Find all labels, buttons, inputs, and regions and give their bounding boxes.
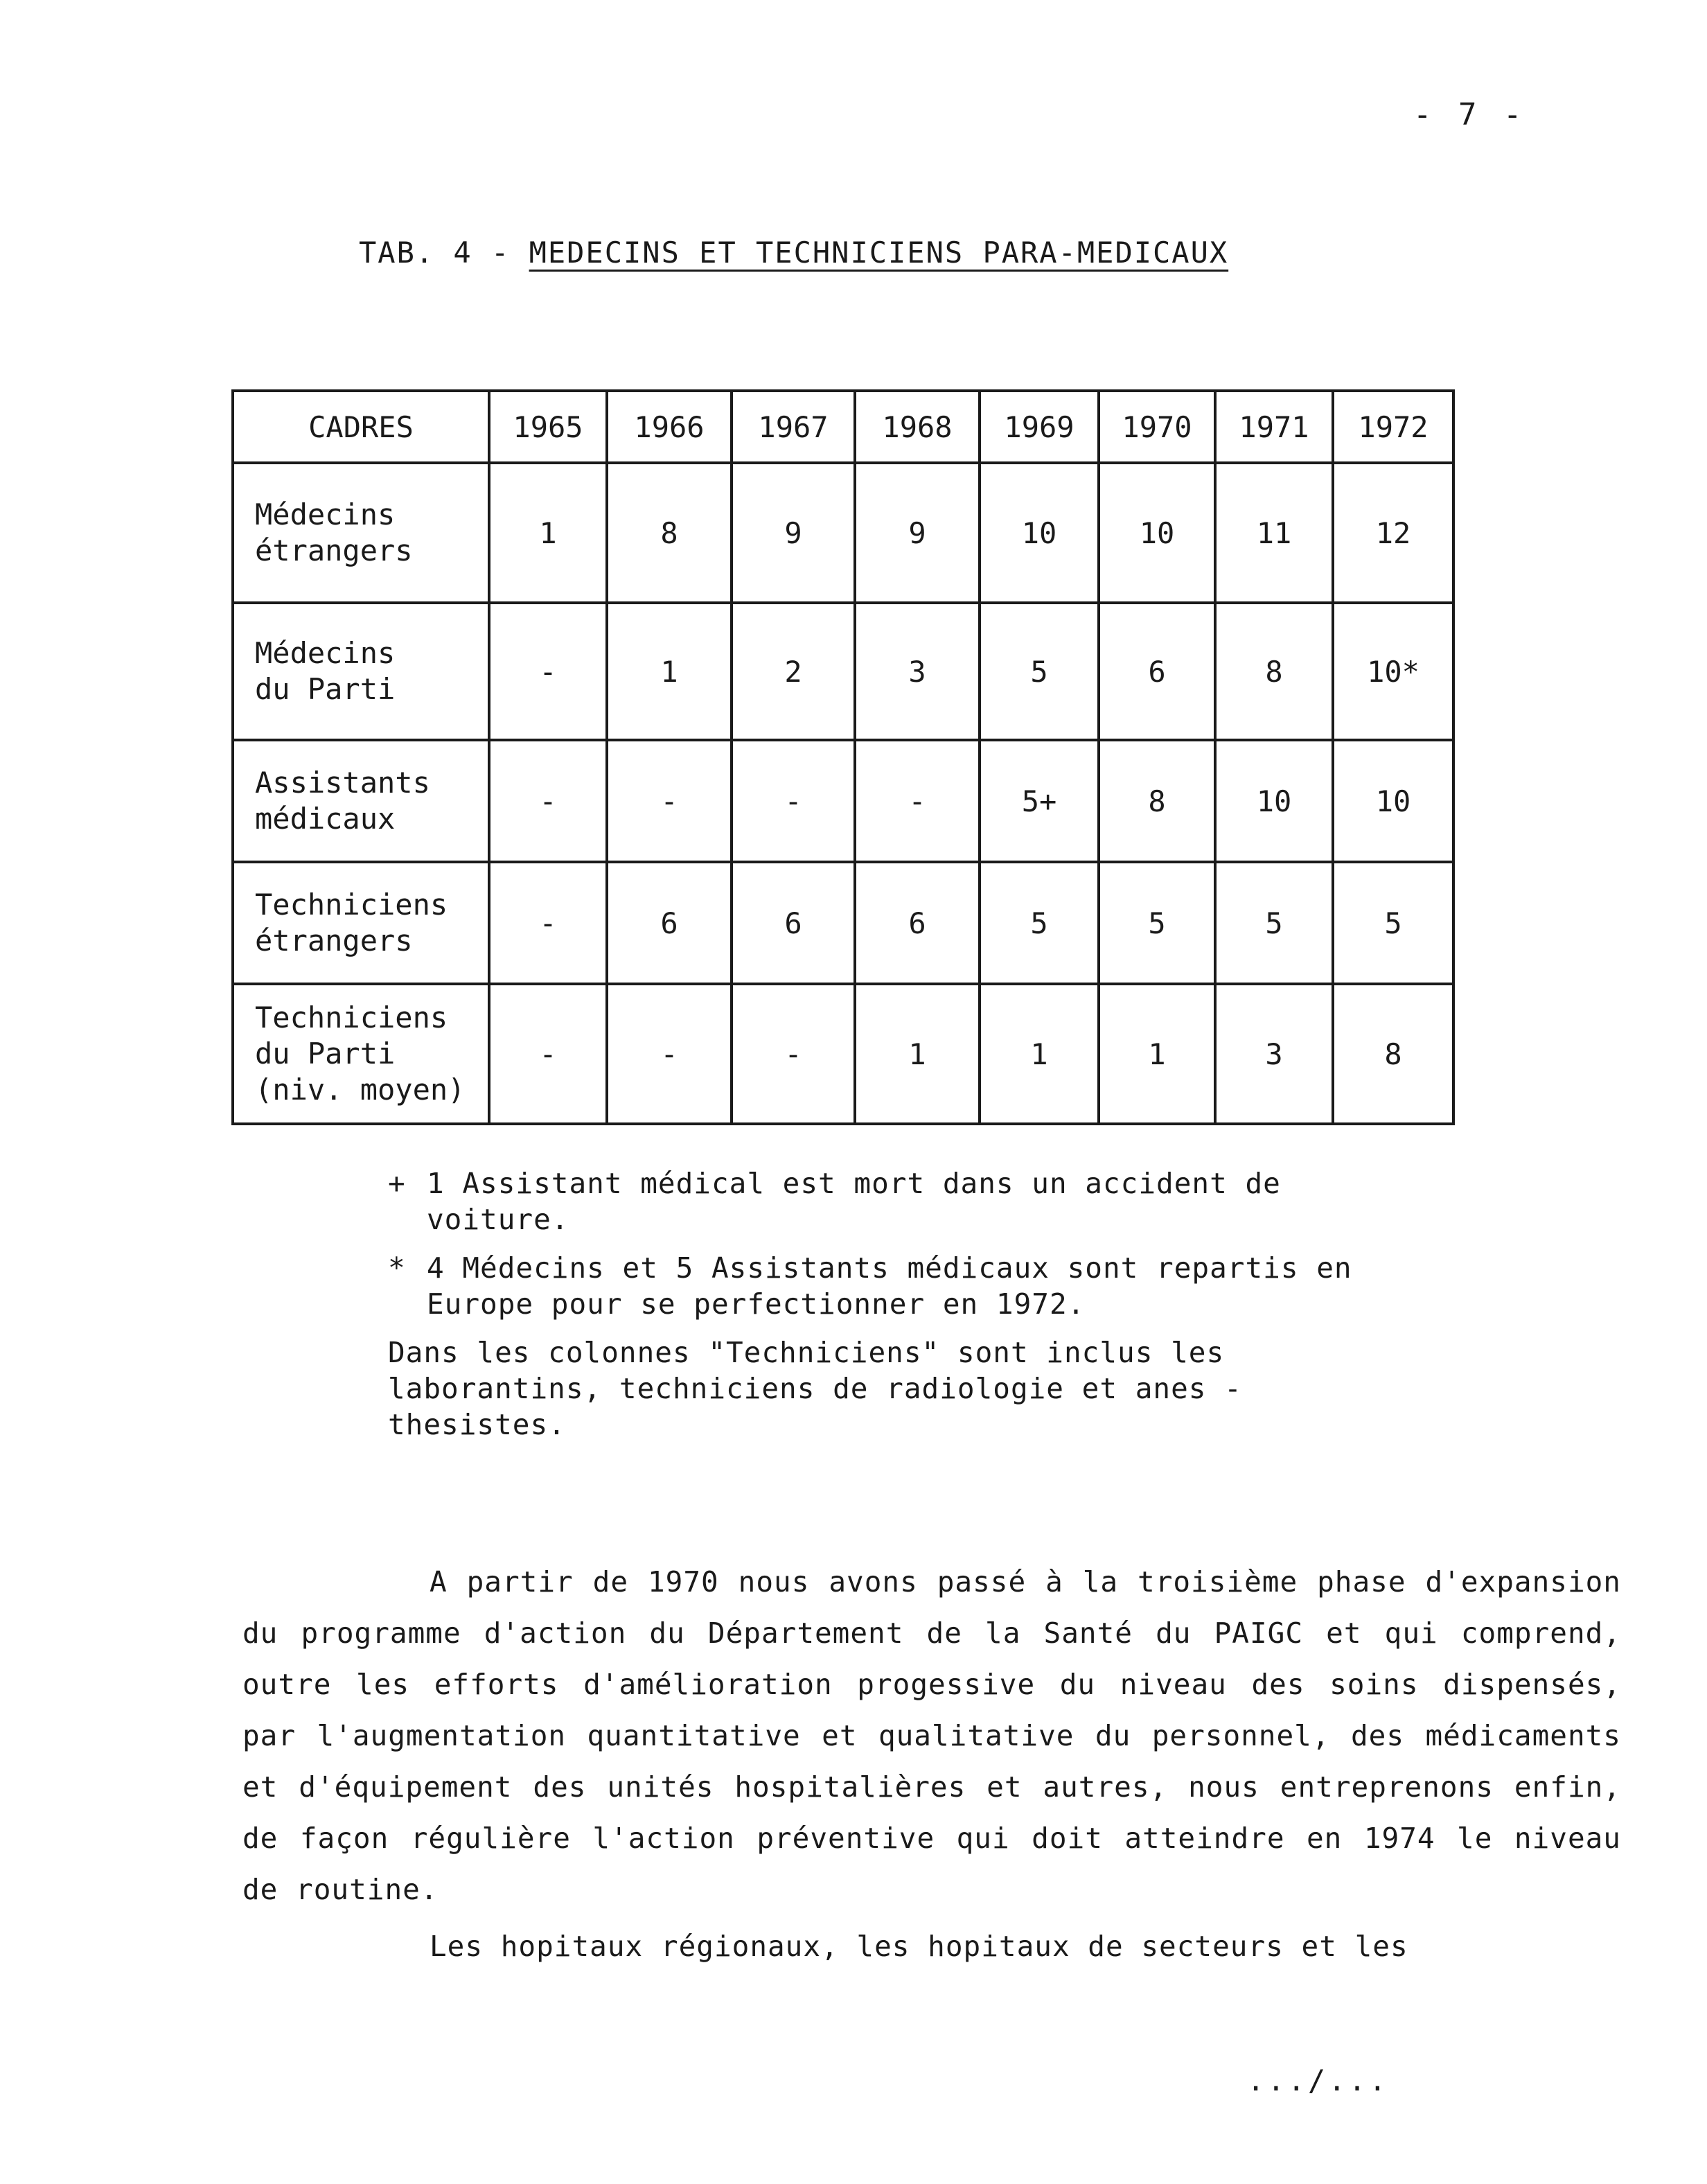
table-cell: 1 bbox=[489, 463, 607, 603]
row-label: Techniciens étrangers bbox=[233, 862, 489, 984]
table-cell: 9 bbox=[732, 463, 855, 603]
table-cell: 1 bbox=[855, 984, 980, 1124]
page-number: - 7 - bbox=[1413, 97, 1526, 132]
table-cell: 8 bbox=[1215, 603, 1333, 740]
table-cell: 6 bbox=[855, 862, 980, 984]
table-cell: - bbox=[489, 984, 607, 1124]
table-cell: 1 bbox=[1099, 984, 1215, 1124]
table-cell: 5 bbox=[1333, 862, 1453, 984]
footnote-asterisk bbox=[388, 1250, 1427, 1322]
table-cell: 8 bbox=[607, 463, 732, 603]
table-cell: - bbox=[489, 862, 607, 984]
table-cell: 5 bbox=[1099, 862, 1215, 984]
footnote-text: Dans les colonnes "Techniciens" sont inclus les laborantins, techniciens de radiologie et anes - thesistes. bbox=[388, 1336, 1242, 1441]
table-cell: - bbox=[855, 740, 980, 862]
table-cell: 1 bbox=[607, 603, 732, 740]
table-cell: 5 bbox=[980, 862, 1099, 984]
table-cell: 1 bbox=[980, 984, 1099, 1124]
paragraph: Les hopitaux régionaux, les hopitaux de secteurs et les bbox=[430, 1930, 1408, 1963]
table-cell: 11 bbox=[1215, 463, 1333, 603]
column-header-year: 1966 bbox=[607, 391, 732, 463]
footnote-plus bbox=[388, 1165, 1427, 1238]
table-row bbox=[233, 603, 1453, 740]
table-cell: 5 bbox=[1215, 862, 1333, 984]
table-cell: 3 bbox=[1215, 984, 1333, 1124]
row-label: Médecins étrangers bbox=[233, 463, 489, 603]
column-header-year: 1971 bbox=[1215, 391, 1333, 463]
table-cell: 10 bbox=[1215, 740, 1333, 862]
table-title-main: MEDECINS ET TECHNICIENS PARA-MEDICAUX bbox=[529, 236, 1229, 270]
table-cell: 3 bbox=[855, 603, 980, 740]
table-cell: - bbox=[607, 740, 732, 862]
footnote-marker: * bbox=[388, 1251, 406, 1285]
table-header-row bbox=[233, 391, 1453, 463]
footnote-text: 4 Médecins et 5 Assistants médicaux sont repartis en Europe pour se perfectionner en 1972. bbox=[427, 1251, 1352, 1321]
paragraph: A partir de 1970 nous avons passé à la troisième phase d'expansion du programme d'action du Département de la Santé du PAIGC et qui comprend, outre les efforts d'amélioration progessive du niveau des soins dispensés, par l'augmentation quantitative et qualitative du personnel, des médicaments et d'équipement des unités hospitalières et autres, nous entreprenons enfin, de façon régulière l'action préventive qui doit atteindre en 1974 le niveau de routine. bbox=[242, 1565, 1621, 1906]
column-header-cadres: CADRES bbox=[233, 391, 489, 463]
table-cell: - bbox=[732, 984, 855, 1124]
table-title bbox=[359, 236, 1228, 270]
column-header-year: 1965 bbox=[489, 391, 607, 463]
table-cell: 9 bbox=[855, 463, 980, 603]
footnotes bbox=[388, 1165, 1427, 1455]
column-header-year: 1970 bbox=[1099, 391, 1215, 463]
continuation-mark: .../... bbox=[1247, 2063, 1390, 2097]
table-cell: 6 bbox=[732, 862, 855, 984]
table-cell: - bbox=[732, 740, 855, 862]
row-label: Techniciens du Parti (niv. moyen) bbox=[233, 984, 489, 1124]
table-row bbox=[233, 740, 1453, 862]
body-text bbox=[242, 1556, 1621, 1972]
table-cell: - bbox=[489, 740, 607, 862]
staff-table bbox=[231, 389, 1455, 1125]
row-label: Médecins du Parti bbox=[233, 603, 489, 740]
table-cell: 10 bbox=[1333, 740, 1453, 862]
table-row bbox=[233, 862, 1453, 984]
column-header-year: 1968 bbox=[855, 391, 980, 463]
table-cell: 12 bbox=[1333, 463, 1453, 603]
table-row bbox=[233, 463, 1453, 603]
footnote-marker: + bbox=[388, 1167, 406, 1200]
table-cell: 10 bbox=[1099, 463, 1215, 603]
table-cell: 2 bbox=[732, 603, 855, 740]
footnote-text: 1 Assistant médical est mort dans un accident de voiture. bbox=[427, 1167, 1281, 1236]
column-header-year: 1969 bbox=[980, 391, 1099, 463]
table-cell: - bbox=[607, 984, 732, 1124]
column-header-year: 1972 bbox=[1333, 391, 1453, 463]
table-title-prefix: TAB. 4 - bbox=[359, 236, 529, 270]
table-row bbox=[233, 984, 1453, 1124]
column-header-year: 1967 bbox=[732, 391, 855, 463]
table-cell: 5+ bbox=[980, 740, 1099, 862]
table-cell: 6 bbox=[1099, 603, 1215, 740]
table-cell: 10* bbox=[1333, 603, 1453, 740]
table-cell: 10 bbox=[980, 463, 1099, 603]
table-cell: 8 bbox=[1333, 984, 1453, 1124]
table-cell: 6 bbox=[607, 862, 732, 984]
row-label: Assistants médicaux bbox=[233, 740, 489, 862]
table-cell: - bbox=[489, 603, 607, 740]
table-cell: 5 bbox=[980, 603, 1099, 740]
table-cell: 8 bbox=[1099, 740, 1215, 862]
footnote-techniciens bbox=[388, 1335, 1427, 1443]
